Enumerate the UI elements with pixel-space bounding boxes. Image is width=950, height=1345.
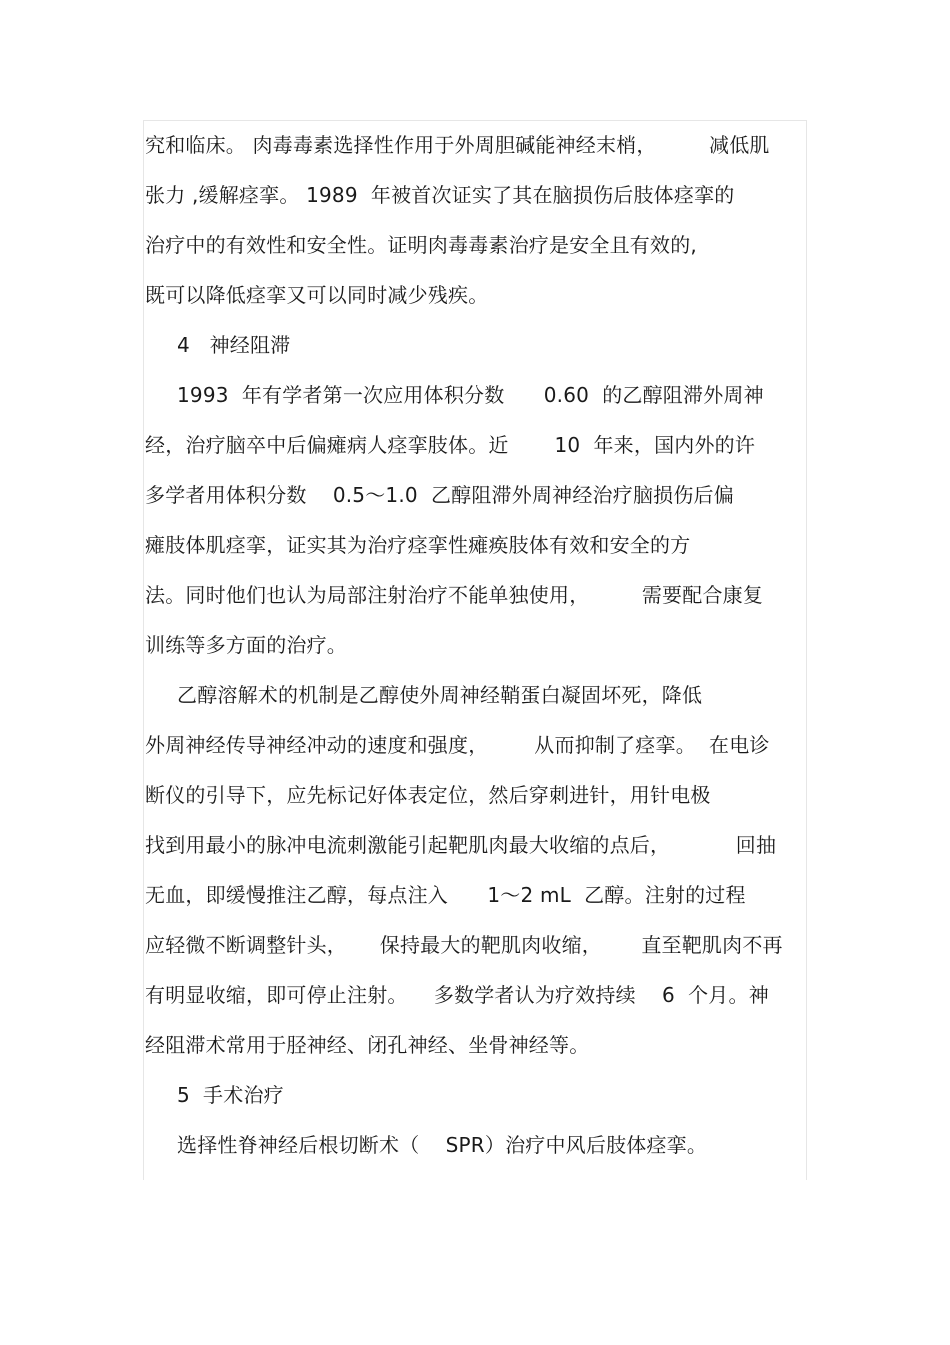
section-heading: 4 神经阻滞: [177, 333, 291, 357]
text-line: 应轻微不断调整针头， 保持最大的靶肌肉收缩， 直至靶肌肉不再: [145, 933, 783, 957]
text-line: 经阻滞术常用于胫神经、闭孔神经、坐骨神经等。: [145, 1033, 590, 1057]
text-line: 经，治疗脑卒中后偏瘫病人痉挛肢体。近 10 年来，国内外的许: [145, 433, 756, 457]
text-line: 既可以降低痉挛又可以同时减少残疾。: [145, 283, 489, 307]
text-line: 1993 年有学者第一次应用体积分数 0.60 的乙醇阻滞外周神: [177, 383, 764, 407]
text-line: 找到用最小的脉冲电流刺激能引起靶肌肉最大收缩的点后， 回抽: [145, 833, 777, 857]
text-line: 张力 ,缓解痉挛。 1989 年被首次证实了其在脑损伤后肢体痉挛的: [145, 183, 735, 207]
section-heading: 5 手术治疗: [177, 1083, 284, 1107]
text-line: 训练等多方面的治疗。: [145, 633, 347, 657]
text-line: 乙醇溶解术的机制是乙醇使外周神经鞘蛋白凝固坏死，降低: [177, 683, 703, 707]
text-line: 多学者用体积分数 0.5～1.0 乙醇阻滞外周神经治疗脑损伤后偏: [145, 483, 734, 507]
text-line: 有明显收缩，即可停止注射。 多数学者认为疗效持续 6 个月。神: [145, 983, 769, 1007]
text-line: 无血，即缓慢推注乙醇，每点注入 1～2 mL 乙醇。注射的过程: [145, 883, 746, 907]
text-line: 断仪的引导下，应先标记好体表定位，然后穿刺进针，用针电极: [145, 783, 711, 807]
text-line: 治疗中的有效性和安全性。证明肉毒毒素治疗是安全且有效的,: [145, 233, 697, 257]
text-line: 选择性脊神经后根切断术（ SPR）治疗中风后肢体痉挛。: [177, 1133, 708, 1157]
document-body: [145, 120, 805, 1170]
text-line: 法。同时他们也认为局部注射治疗不能单独使用， 需要配合康复: [145, 583, 764, 607]
text-line: 外周神经传导神经冲动的速度和强度， 从而抑制了痉挛。 在电诊: [145, 733, 770, 757]
text-line: 瘫肢体肌痉挛，证实其为治疗痉挛性瘫痪肢体有效和安全的方: [145, 533, 691, 557]
text-line: 究和临床。 肉毒毒素选择性作用于外周胆碱能神经末梢， 减低肌: [145, 133, 770, 157]
